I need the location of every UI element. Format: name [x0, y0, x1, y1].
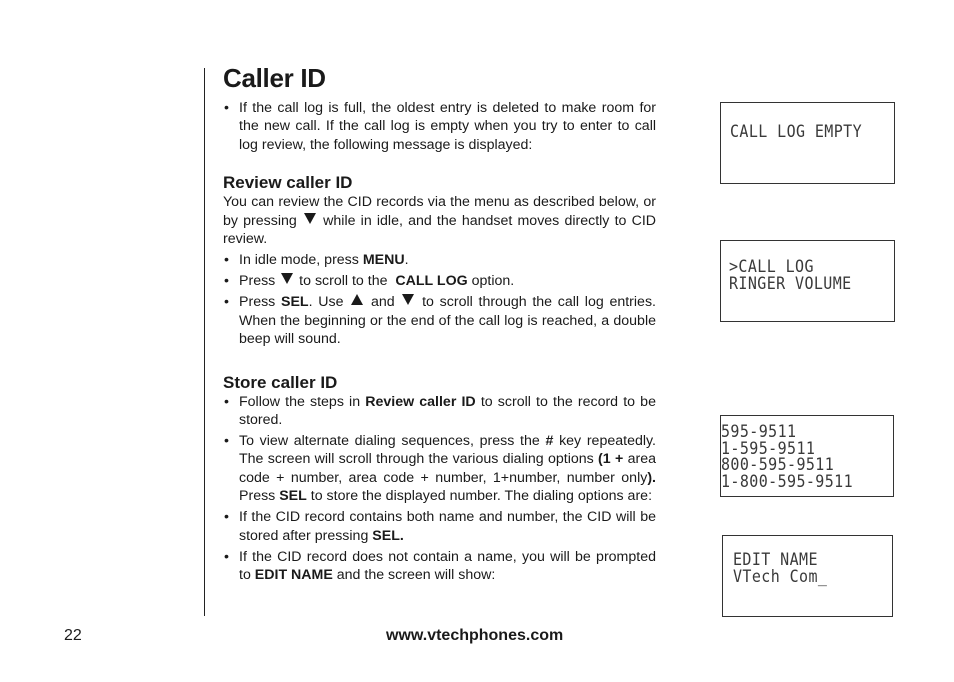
store-heading: Store caller ID — [223, 372, 338, 392]
list-item: • In idle mode, press MENU. — [223, 251, 656, 269]
review-list — [223, 251, 656, 348]
review-heading: Review caller ID — [223, 173, 353, 193]
footer-url: www.vtechphones.com — [386, 627, 564, 644]
vertical-rule — [204, 68, 205, 616]
store-list — [223, 393, 656, 585]
lcd-line: >CALL LOG — [729, 255, 814, 277]
lcd-line: CALL LOG EMPTY — [730, 120, 863, 142]
lcd-screen-menu — [720, 240, 895, 322]
lcd-screen-call-log-empty — [720, 102, 895, 184]
list-item: • To view alternate dialing sequences, press the # key repeatedly. The screen will scroll through the various dialing options (1 + area code + number, area code + number, 1+number, number only). Press SEL to store the displayed number. The dialing options are: — [223, 432, 656, 506]
lcd-line: 1-800-595-9511 — [721, 470, 854, 492]
list-item: • If the CID record does not contain a name, you will be prompted to EDIT NAME and the screen will show: — [223, 548, 656, 585]
down-arrow-icon — [402, 294, 414, 305]
intro-list — [223, 99, 656, 154]
list-item: • If the call log is full, the oldest entry is deleted to make room for the new call. If the call log is empty when you try to enter to call log review, the following message is displayed: — [223, 99, 656, 154]
list-item: • Press SEL. Use and to scroll through the call log entries. When the beginning or the end of the call log is reached, a double beep will sound. — [223, 293, 656, 348]
up-arrow-icon — [351, 294, 363, 305]
lcd-line: 595-9511 — [721, 420, 797, 442]
lcd-screen-edit-name — [722, 535, 893, 617]
lcd-screen-numbers — [720, 415, 894, 497]
lcd-line: RINGER VOLUME — [729, 272, 852, 294]
lcd-line: VTech Com_ — [733, 565, 828, 587]
down-arrow-icon — [304, 213, 316, 224]
page-number: 22 — [64, 627, 82, 644]
review-paragraph: You can review the CID records via the menu as described below, or by pressing while in idle, and the handset moves directly to CID review. — [223, 194, 657, 248]
page-title: Caller ID — [223, 63, 326, 93]
list-item: • If the CID record contains both name and number, the CID will be stored after pressing SEL. — [223, 508, 656, 545]
lcd-line: EDIT NAME — [733, 548, 818, 570]
list-item: • Press to scroll to the CALL LOG option. — [223, 272, 656, 290]
lcd-line: 800-595-9511 — [721, 453, 835, 475]
list-item: • Follow the steps in Review caller ID to scroll to the record to be stored. — [223, 393, 656, 430]
main-content — [223, 62, 656, 587]
down-arrow-icon — [281, 273, 293, 284]
lcd-line: 1-595-9511 — [721, 437, 816, 459]
